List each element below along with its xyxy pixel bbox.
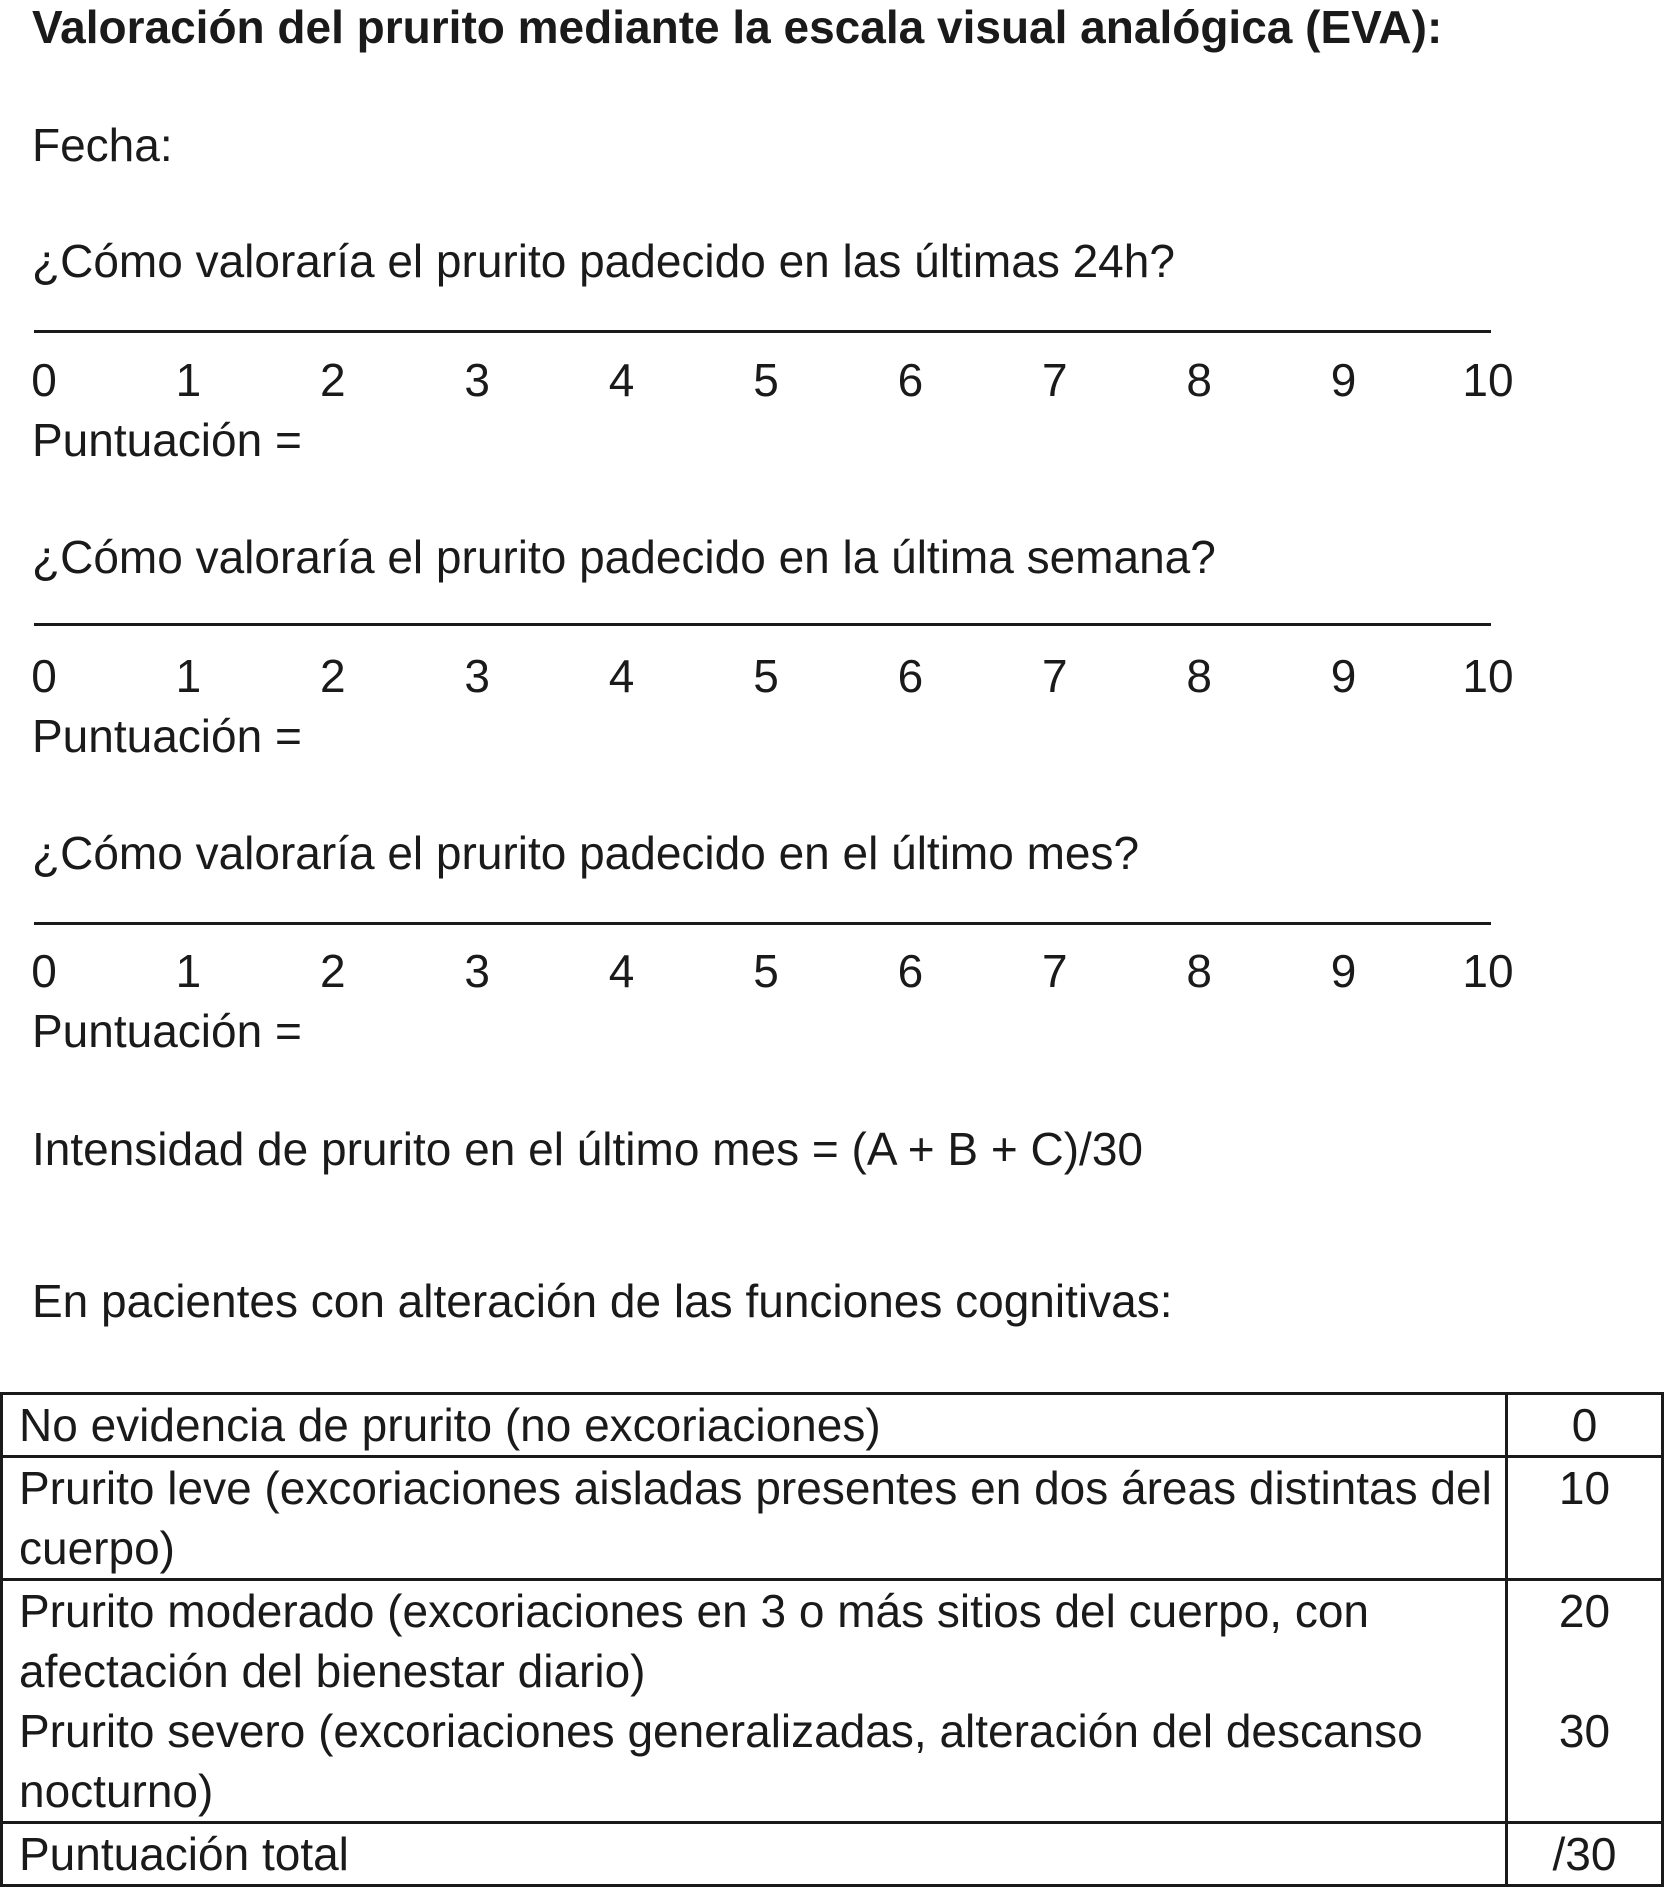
scale-tick-3: 3 — [464, 354, 490, 406]
table-row — [2, 1394, 1663, 1457]
vas-scale-month — [0, 944, 1666, 998]
scale-tick-10: 10 — [1462, 945, 1514, 997]
scale-tick-6: 6 — [897, 945, 924, 997]
row-score: 0 — [1507, 1394, 1663, 1457]
page-title: Valoración del prurito mediante la escala visual analógica (EVA): — [32, 1, 1443, 53]
row-score: 20 — [1507, 1580, 1663, 1702]
question-month: ¿Cómo valoraría el prurito padecido en el último mes? — [32, 827, 1140, 879]
formula: Intensidad de prurito en el último mes = (A + B + C)/30 — [32, 1123, 1143, 1175]
scale-tick-2: 2 — [320, 354, 346, 406]
total-score: /30 — [1507, 1823, 1663, 1886]
scale-tick-1: 1 — [175, 354, 202, 406]
cognitive-heading: En pacientes con alteración de las funciones cognitivas: — [32, 1275, 1173, 1327]
scale-tick-8: 8 — [1186, 354, 1212, 406]
scale-tick-2: 2 — [320, 650, 346, 702]
total-label: Puntuación total — [2, 1823, 1507, 1886]
scale-tick-6: 6 — [897, 354, 924, 406]
row-label: Prurito severo (excoriaciones generalizadas, alteración del descanso nocturno) — [2, 1701, 1507, 1823]
score-label-month: Puntuación = — [32, 1005, 302, 1057]
scale-tick-9: 9 — [1330, 945, 1357, 997]
row-score: 10 — [1507, 1457, 1663, 1580]
date-label: Fecha: — [32, 119, 173, 171]
row-score: 30 — [1507, 1701, 1663, 1823]
row-label: No evidencia de prurito (no excoriaciones) — [2, 1394, 1507, 1457]
scale-tick-1: 1 — [175, 650, 202, 702]
score-label-24h: Puntuación = — [32, 414, 302, 466]
table-row — [2, 1701, 1663, 1823]
scale-tick-0: 0 — [31, 945, 57, 997]
scale-tick-9: 9 — [1330, 650, 1357, 702]
table-row-total — [2, 1823, 1663, 1886]
vas-scale-24h — [0, 353, 1666, 407]
scale-tick-10: 10 — [1462, 354, 1514, 406]
scale-tick-1: 1 — [175, 945, 202, 997]
scale-tick-8: 8 — [1186, 650, 1212, 702]
scale-tick-7: 7 — [1042, 650, 1068, 702]
scale-tick-7: 7 — [1042, 354, 1068, 406]
scale-tick-3: 3 — [464, 945, 490, 997]
scale-tick-5: 5 — [753, 354, 779, 406]
scale-tick-8: 8 — [1186, 945, 1212, 997]
scale-tick-3: 3 — [464, 650, 490, 702]
question-week: ¿Cómo valoraría el prurito padecido en la última semana? — [32, 531, 1216, 583]
row-label: Prurito leve (excoriaciones aisladas presentes en dos áreas distintas del cuerpo) — [2, 1457, 1507, 1580]
table-row — [2, 1580, 1663, 1702]
vas-line-24h[interactable] — [34, 330, 1491, 333]
scale-tick-9: 9 — [1330, 354, 1357, 406]
scale-tick-4: 4 — [608, 354, 635, 406]
scale-tick-4: 4 — [608, 650, 635, 702]
vas-line-week[interactable] — [34, 623, 1491, 626]
scale-tick-10: 10 — [1462, 650, 1514, 702]
scale-tick-6: 6 — [897, 650, 924, 702]
scale-tick-0: 0 — [31, 354, 57, 406]
score-label-week: Puntuación = — [32, 710, 302, 762]
scale-tick-2: 2 — [320, 945, 346, 997]
scale-tick-4: 4 — [608, 945, 635, 997]
vas-scale-week — [0, 649, 1666, 703]
scale-tick-5: 5 — [753, 650, 779, 702]
scale-tick-0: 0 — [31, 650, 57, 702]
vas-line-month[interactable] — [34, 922, 1491, 925]
question-24h: ¿Cómo valoraría el prurito padecido en las últimas 24h? — [32, 235, 1175, 287]
table-row — [2, 1457, 1663, 1580]
scale-tick-5: 5 — [753, 945, 779, 997]
cognitive-table — [0, 1392, 1664, 1887]
scale-tick-7: 7 — [1042, 945, 1068, 997]
row-label: Prurito moderado (excoriaciones en 3 o más sitios del cuerpo, con afectación del bienestar diario) — [2, 1580, 1507, 1702]
